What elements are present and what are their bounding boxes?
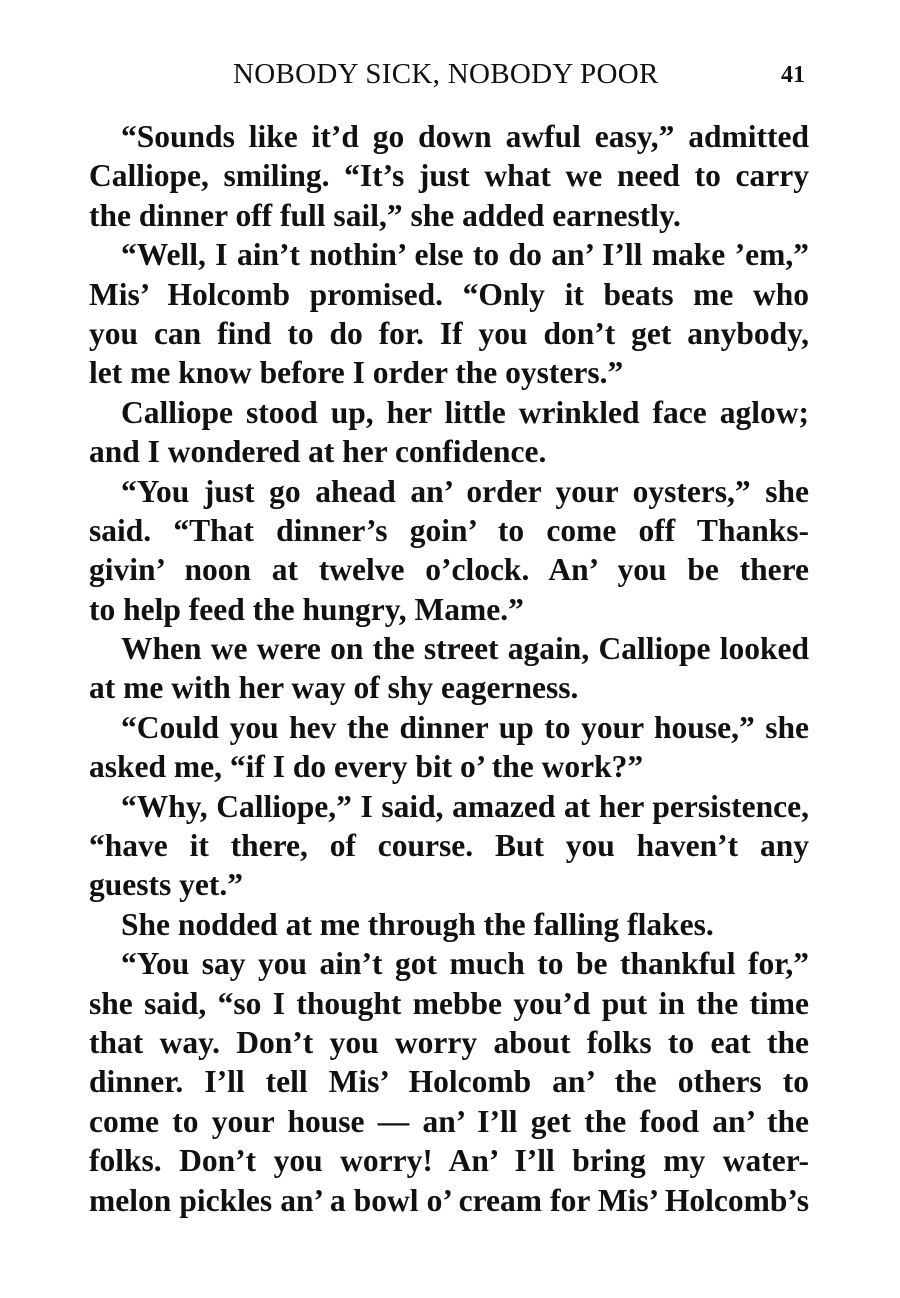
text-line: let me know before I order the oysters.” (89, 355, 624, 391)
body-text (89, 117, 809, 1220)
text-line: you can find to do for. If you don’t get anybody, (89, 315, 809, 351)
text-line: givin’ noon at twelve o’clock. An’ you be there (89, 552, 809, 588)
text-line: and I wondered at her confidence. (89, 434, 547, 470)
text-line: the dinner off full sail,” she added earnestly. (89, 197, 681, 233)
text-line: that way. Don’t you worry about folks to eat the (89, 1024, 809, 1060)
text-line: “You say you ain’t got much to be thankful for,” (121, 946, 809, 982)
text-line: “Could you hev the dinner up to your house,” she (121, 709, 809, 745)
text-line: “You just go ahead an’ order your oysters,” she (121, 473, 809, 509)
text-line: asked me, “if I do every bit o’ the work?” (89, 749, 644, 785)
running-head (0, 58, 900, 98)
text-line: Calliope, smiling. “It’s just what we need to carry (89, 158, 809, 194)
text-line: melon pickles an’ a bowl o’ cream for Mis’ Holcomb’s (89, 1182, 809, 1218)
text-line: come to your house — an’ I’ll get the food an’ the (89, 1103, 809, 1139)
text-line: Calliope stood up, her little wrinkled face aglow; (121, 394, 809, 430)
text-line: folks. Don’t you worry! An’ I’ll bring my water- (89, 1143, 809, 1179)
text-line: “Why, Calliope,” I said, amazed at her persistence, (121, 788, 809, 824)
text-line: to help feed the hungry, Mame.” (89, 591, 524, 627)
running-title: NOBODY SICK, NOBODY POOR (233, 58, 659, 90)
text-line: at me with her way of shy eagerness. (89, 670, 579, 706)
text-line: she said, “so I thought mebbe you’d put in the time (89, 985, 809, 1021)
text-line: “Sounds like it’d go down awful easy,” admitted (121, 119, 809, 154)
text-line: dinner. I’ll tell Mis’ Holcomb an’ the others to (89, 1064, 809, 1100)
text-line: guests yet.” (89, 867, 243, 903)
text-line: “have it there, of course. But you haven’t any (89, 828, 809, 864)
text-line: She nodded at me through the falling flakes. (121, 906, 714, 942)
page-number: 41 (781, 62, 805, 88)
text-line: Mis’ Holcomb promised. “Only it beats me who (89, 276, 809, 312)
text-line: said. “That dinner’s goin’ to come off Thanks- (89, 512, 809, 548)
text-line: When we were on the street again, Calliope looked (121, 631, 809, 667)
text-line: “Well, I ain’t nothin’ else to do an’ I’ll make ’em,” (121, 237, 809, 273)
